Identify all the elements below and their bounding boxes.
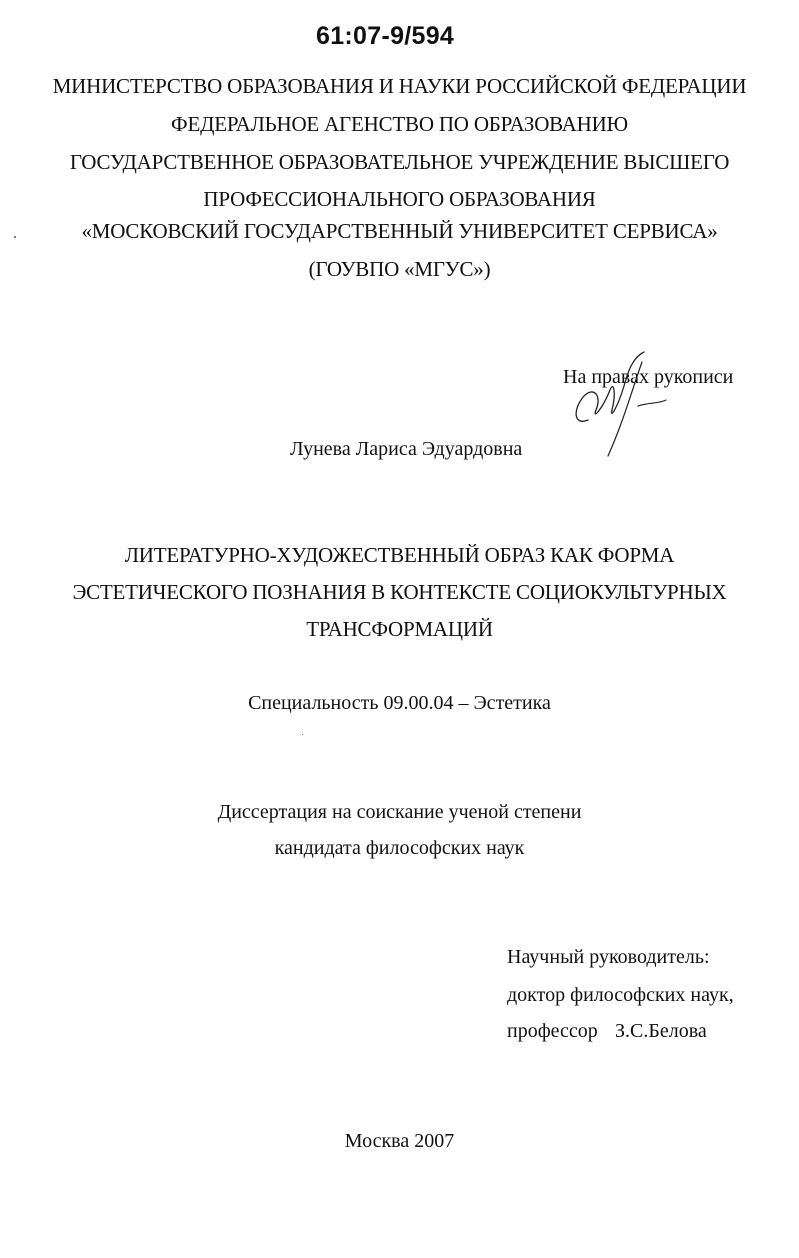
scan-speck (302, 734, 303, 735)
author-name: Лунева Лариса Эдуардовна (290, 438, 523, 460)
scan-speck (14, 236, 16, 238)
header-line-agency: ФЕДЕРАЛЬНОЕ АГЕНСТВО ПО ОБРАЗОВАНИЮ (171, 112, 628, 136)
degree-line-1: Диссертация на соискание ученой степени (217, 801, 582, 823)
specialty: Специальность 09.00.04 – Эстетика (248, 692, 551, 714)
header-line-education: ПРОФЕССИОНАЛЬНОГО ОБРАЗОВАНИЯ (203, 187, 596, 211)
header-line-institution: ГОСУДАРСТВЕННОЕ ОБРАЗОВАТЕЛЬНОЕ УЧРЕЖДЕНИЕ ВЫСШЕГО (69, 150, 730, 174)
supervisor-name: З.С.Белова (615, 1020, 707, 1042)
manuscript-rights: На правах рукописи (563, 366, 734, 388)
header-line-abbreviation: (ГОУВПО «МГУС») (308, 257, 491, 281)
supervisor-degree: доктор философских наук, (507, 984, 734, 1006)
archive-code: 61:07-9/594 (316, 22, 455, 50)
title-line-2: ЭСТЕТИЧЕСКОГО ПОЗНАНИЯ В КОНТЕКСТЕ СОЦИОКУЛЬТУРНЫХ (72, 580, 727, 604)
supervisor-label: Научный руководитель: (507, 946, 710, 968)
header-line-ministry: МИНИСТЕРСТВО ОБРАЗОВАНИЯ И НАУКИ РОССИЙСКОЙ ФЕДЕРАЦИИ (52, 74, 747, 98)
title-line-3: ТРАНСФОРМАЦИЙ (306, 617, 493, 641)
title-line-1: ЛИТЕРАТУРНО-ХУДОЖЕСТВЕННЫЙ ОБРАЗ КАК ФОРМА (124, 543, 675, 567)
degree-line-2: кандидата философских наук (274, 837, 525, 859)
signature (566, 350, 676, 460)
supervisor-title: профессор (507, 1020, 598, 1042)
header-line-university: «МОСКОВСКИЙ ГОСУДАРСТВЕННЫЙ УНИВЕРСИТЕТ СЕРВИСА» (81, 219, 718, 243)
city-year: Москва 2007 (344, 1130, 455, 1152)
